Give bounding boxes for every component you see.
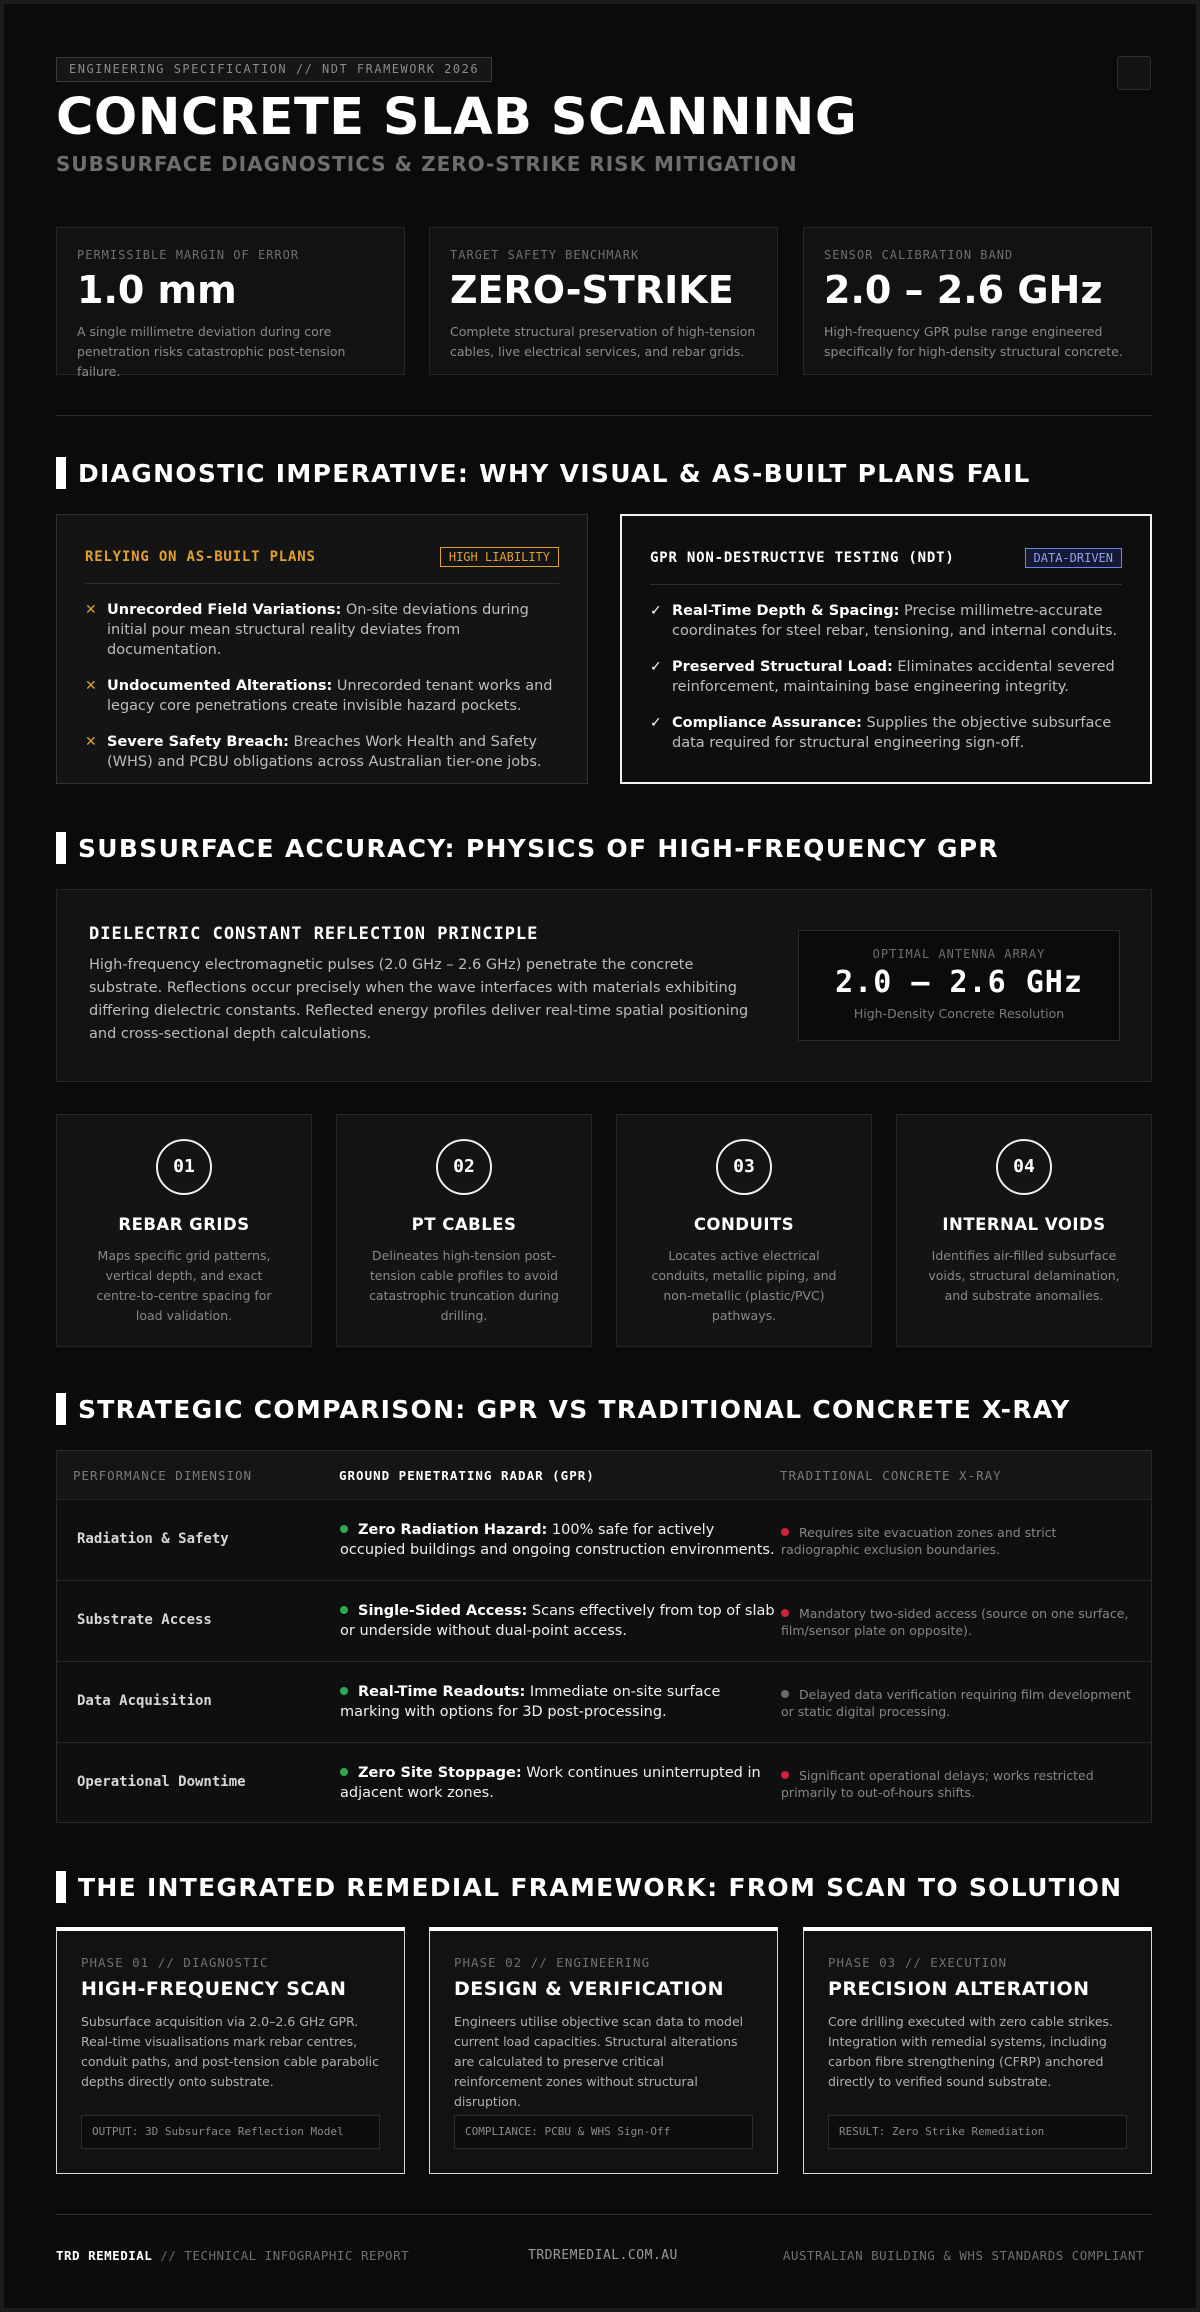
cross-icon: ✕ <box>85 602 97 618</box>
cross-icon: ✕ <box>85 734 97 750</box>
status-dot <box>340 1768 348 1776</box>
principle-title: DIELECTRIC CONSTANT REFLECTION PRINCIPLE <box>89 924 539 944</box>
metric-card-safety <box>429 227 778 375</box>
column-header: GROUND PENETRATING RADAR (GPR) <box>339 1468 595 1483</box>
phase-label: PHASE 02 // ENGINEERING <box>454 1955 651 1970</box>
heading-bar <box>56 457 66 489</box>
phase-desc: Engineers utilise objective scan data to model current load capacities. Structural alterations are calculated to preserve critical reinforcement zones without structural disruption. <box>454 2014 744 2109</box>
gpr-heading: Zero Radiation Hazard: <box>358 1522 548 1538</box>
gpr-text: Work continues uninterrupted in adjacent work zones. <box>340 1765 761 1801</box>
gpr-text: 100% safe for actively occupied buildings and ongoing construction environments. <box>340 1522 775 1558</box>
panel-title: RELYING ON AS-BUILT PLANS <box>85 549 316 565</box>
phase-label: PHASE 01 // DIAGNOSTIC <box>81 1955 269 1970</box>
section-title: STRATEGIC COMPARISON: GPR VS TRADITIONAL CONCRETE X-RAY <box>78 1394 1071 1424</box>
metric-value: 1.0 mm <box>77 268 237 312</box>
menu-button[interactable] <box>1117 56 1151 90</box>
section-heading-accuracy <box>56 832 999 864</box>
footer-compliance: AUSTRALIAN BUILDING & WHS STANDARDS COMPLIANT <box>782 2248 1144 2263</box>
panel-title: GPR NON-DESTRUCTIVE TESTING (NDT) <box>650 550 955 566</box>
metric-desc: A single millimetre deviation during core penetration risks catastrophic post-tension failure. <box>77 324 346 379</box>
footer-site-link[interactable]: TRDREMEDIAL.COM.AU <box>528 2248 678 2263</box>
liability-badge: HIGH LIABILITY <box>440 547 559 567</box>
phase-output: OUTPUT: 3D Subsurface Reflection Model <box>81 2115 380 2149</box>
target-card-rebar <box>56 1114 312 1347</box>
target-title: REBAR GRIDS <box>118 1215 250 1234</box>
spec-tagline: ENGINEERING SPECIFICATION // NDT FRAMEWORK 2026 <box>56 57 492 82</box>
target-desc: Locates active electrical conduits, metallic piping, and non-metallic (plastic/PVC) pathways. <box>651 1248 837 1323</box>
cross-icon: ✕ <box>85 678 97 694</box>
item-text: Precise millimetre-accurate coordinates for steel rebar, tensioning, and internal conduits. <box>672 603 1118 639</box>
item-heading: Unrecorded Field Variations: <box>107 602 342 618</box>
table-row <box>57 1661 1151 1742</box>
antenna-desc: High-Density Concrete Resolution <box>853 1006 1065 1021</box>
phase-output: RESULT: Zero Strike Remediation <box>828 2115 1127 2149</box>
column-header: TRADITIONAL CONCRETE X-RAY <box>780 1468 1002 1483</box>
dielectric-principle-card <box>56 889 1152 1082</box>
target-desc: Delineates high-tension post-tension cable profiles to avoid catastrophic truncation during drilling. <box>369 1248 559 1323</box>
principle-body: High-frequency electromagnetic pulses (2.0 GHz – 2.6 GHz) penetrate the concrete substrate. Reflections occur precisely when the wave interfaces with materials exhibiting differing dielectric constants. Reflected energy profiles deliver real-time spatial positioning and cross-sectional depth calculations. <box>89 957 749 1042</box>
section-divider <box>56 415 1152 416</box>
target-title: INTERNAL VOIDS <box>942 1215 1106 1234</box>
antenna-label: OPTIMAL ANTENNA ARRAY <box>872 947 1046 961</box>
list-item <box>85 676 559 716</box>
page-title: CONCRETE SLAB SCANNING <box>56 88 858 147</box>
footer-brand <box>56 2248 409 2263</box>
as-built-panel <box>56 514 588 784</box>
table-header <box>57 1451 1151 1499</box>
gpr-text: Scans effectively from top of slab or underside without dual-point access. <box>340 1603 775 1639</box>
list-item <box>85 600 559 660</box>
metric-desc: High-frequency GPR pulse range engineered specifically for high-density structural concrete. <box>824 324 1123 359</box>
item-text: Supplies the objective subsurface data required for structural engineering sign-off. <box>672 715 1112 751</box>
table-row <box>57 1580 1151 1661</box>
xray-text: Significant operational delays; works restricted primarily to out-of-hours shifts. <box>781 1768 1094 1800</box>
step-number-badge: 02 <box>436 1139 492 1195</box>
section-heading-comparison <box>56 1393 1071 1425</box>
item-text: Breaches Work Health and Safety (WHS) and PCBU obligations across Australian tier-one jobs. <box>107 734 542 770</box>
phase-title: HIGH-FREQUENCY SCAN <box>81 1978 347 2000</box>
heading-bar <box>56 1393 66 1425</box>
comparison-table <box>56 1450 1152 1823</box>
xray-text: Mandatory two-sided access (source on one surface, film/sensor plate on opposite). <box>781 1606 1129 1638</box>
step-number-badge: 01 <box>156 1139 212 1195</box>
phase-card-engineering <box>429 1927 778 2174</box>
item-text: Eliminates accidental severed reinforcement, maintaining base engineering integrity. <box>672 659 1115 695</box>
xray-text: Requires site evacuation zones and strict radiographic exclusion boundaries. <box>781 1525 1057 1557</box>
step-number-badge: 03 <box>716 1139 772 1195</box>
dimension-cell: Operational Downtime <box>77 1774 246 1790</box>
phase-title: PRECISION ALTERATION <box>828 1978 1090 2000</box>
list-item <box>650 601 1122 641</box>
status-dot <box>340 1525 348 1533</box>
section-heading-framework <box>56 1871 1122 1903</box>
dimension-cell: Radiation & Safety <box>77 1531 229 1547</box>
target-title: PT CABLES <box>411 1215 517 1234</box>
phase-label: PHASE 03 // EXECUTION <box>828 1955 1008 1970</box>
target-card-pt-cables <box>336 1114 592 1347</box>
list-item <box>650 713 1122 753</box>
metric-label: PERMISSIBLE MARGIN OF ERROR <box>77 248 300 262</box>
brand-name: TRD REMEDIAL <box>56 2248 153 2263</box>
target-title: CONDUITS <box>693 1215 795 1234</box>
dimension-cell: Substrate Access <box>77 1612 212 1628</box>
target-desc: Maps specific grid patterns, vertical depth, and exact centre-to-centre spacing for load validation. <box>96 1248 272 1323</box>
gpr-heading: Single-Sided Access: <box>358 1603 528 1619</box>
item-heading: Preserved Structural Load: <box>672 659 893 675</box>
check-icon: ✓ <box>650 603 662 619</box>
heading-bar <box>56 832 66 864</box>
phase-output: COMPLIANCE: PCBU & WHS Sign-Off <box>454 2115 753 2149</box>
list-item <box>650 657 1122 697</box>
metric-card-frequency <box>803 227 1152 375</box>
item-heading: Real-Time Depth & Spacing: <box>672 603 900 619</box>
brand-suffix: // TECHNICAL INFOGRAPHIC REPORT <box>152 2248 410 2263</box>
status-dot <box>781 1771 789 1779</box>
check-icon: ✓ <box>650 715 662 731</box>
gpr-ndt-panel <box>620 514 1152 784</box>
section-title: DIAGNOSTIC IMPERATIVE: WHY VISUAL & AS-BUILT PLANS FAIL <box>78 458 1031 488</box>
phase-card-diagnostic <box>56 1927 405 2174</box>
metric-desc: Complete structural preservation of high-tension cables, live electrical services, and rebar grids. <box>450 324 756 359</box>
item-heading: Compliance Assurance: <box>672 715 862 731</box>
metric-value: 2.0 – 2.6 GHz <box>824 268 1103 312</box>
antenna-value: 2.0 – 2.6 GHz <box>835 965 1083 1000</box>
item-text: On-site deviations during initial pour mean structural reality deviates from documentation. <box>107 602 529 658</box>
table-row <box>57 1499 1151 1580</box>
antenna-array-box <box>798 930 1120 1041</box>
status-dot <box>781 1609 789 1617</box>
item-heading: Undocumented Alterations: <box>107 678 333 694</box>
section-heading-diagnostic <box>56 457 1031 489</box>
data-driven-badge: DATA-DRIVEN <box>1025 548 1122 568</box>
target-card-conduits <box>616 1114 872 1347</box>
xray-text: Delayed data verification requiring film development or static digital processing. <box>781 1687 1131 1719</box>
step-number-badge: 04 <box>996 1139 1052 1195</box>
dimension-cell: Data Acquisition <box>77 1693 212 1709</box>
metric-card-margin <box>56 227 405 379</box>
panel-rule <box>85 583 559 584</box>
page-subtitle: SUBSURFACE DIAGNOSTICS & ZERO-STRIKE RISK MITIGATION <box>56 152 798 176</box>
phase-desc: Core drilling executed with zero cable strikes. Integration with remedial systems, including carbon fibre strengthening (CFRP) anchored directly to verified sound substrate. <box>828 2014 1113 2089</box>
footer-divider <box>56 2214 1152 2215</box>
gpr-heading: Zero Site Stoppage: <box>358 1765 522 1781</box>
table-row <box>57 1742 1151 1822</box>
status-dot <box>340 1606 348 1614</box>
target-desc: Identifies air-filled subsurface voids, structural delamination, and substrate anomalies. <box>928 1248 1120 1303</box>
column-header: PERFORMANCE DIMENSION <box>73 1468 253 1483</box>
item-text: Unrecorded tenant works and legacy core penetrations create invisible hazard pockets. <box>107 678 553 714</box>
gpr-text: Immediate on-site surface marking with options for 3D post-processing. <box>340 1684 721 1720</box>
heading-bar <box>56 1871 66 1903</box>
check-icon: ✓ <box>650 659 662 675</box>
metric-label: TARGET SAFETY BENCHMARK <box>450 248 640 262</box>
phase-card-execution <box>803 1927 1152 2174</box>
status-dot <box>781 1528 789 1536</box>
metric-value: ZERO-STRIKE <box>450 268 734 312</box>
phase-desc: Subsurface acquisition via 2.0–2.6 GHz GPR. Real-time visualisations mark rebar centres, conduit paths, and post-tension cable parabolic depths directly onto substrate. <box>81 2014 379 2089</box>
status-dot <box>781 1690 789 1698</box>
gpr-heading: Real-Time Readouts: <box>358 1684 526 1700</box>
section-title: THE INTEGRATED REMEDIAL FRAMEWORK: FROM SCAN TO SOLUTION <box>78 1872 1123 1902</box>
target-card-voids <box>896 1114 1152 1347</box>
item-heading: Severe Safety Breach: <box>107 734 289 750</box>
panel-rule <box>650 584 1122 585</box>
list-item <box>85 732 559 772</box>
status-dot <box>340 1687 348 1695</box>
phase-title: DESIGN & VERIFICATION <box>454 1978 724 2000</box>
section-title: SUBSURFACE ACCURACY: PHYSICS OF HIGH-FREQUENCY GPR <box>78 833 999 863</box>
metric-label: SENSOR CALIBRATION BAND <box>824 248 1014 262</box>
